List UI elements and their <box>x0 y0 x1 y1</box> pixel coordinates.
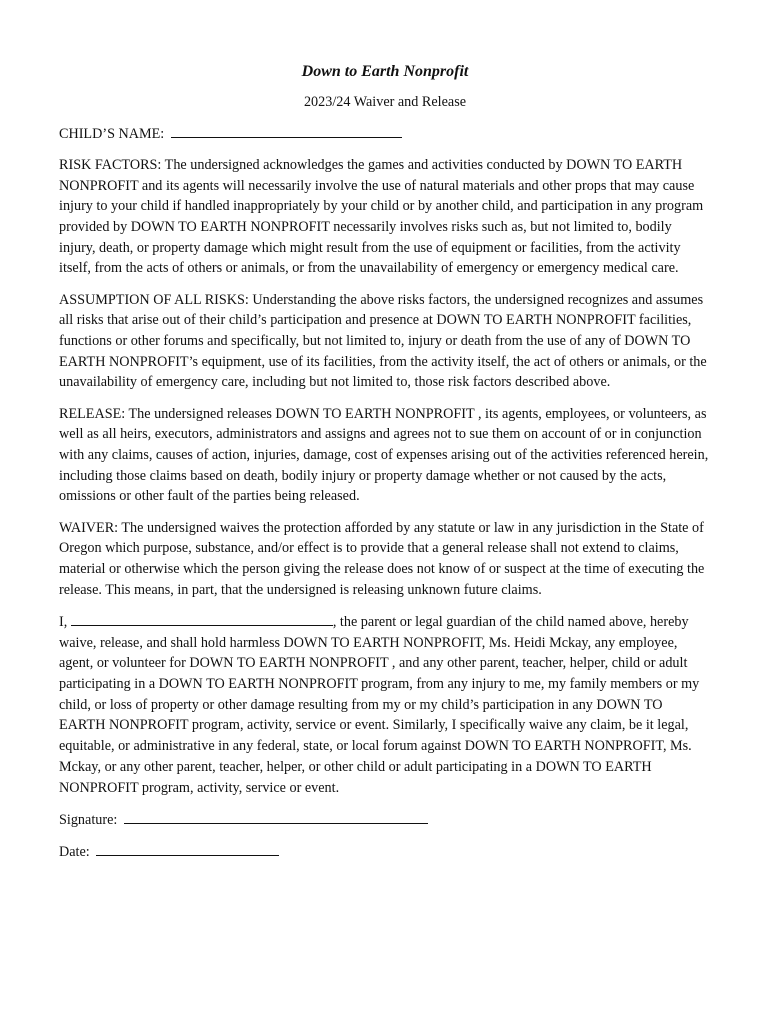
waiver-document <box>59 60 711 873</box>
release-paragraph: RELEASE: The undersigned releases DOWN TO EARTH NONPROFIT , its agents, employees, or volunteers, as well as all heirs, executors, administrators and assigns and agrees not to sue them on account of or in conjunction with any claims, causes of action, injuries, damage, cost of expenses arising out of the activities referenced herein, including those claims based on death, bodily injury or property damage whether or not caused by the acts, omissions or other fault of the parties being released. <box>59 405 709 505</box>
signature-blank[interactable] <box>124 809 428 824</box>
date-field <box>59 841 711 863</box>
signature-label: Signature: <box>59 811 118 828</box>
declaration-prefix: I, <box>59 613 68 630</box>
child-name-field <box>59 123 711 145</box>
document-title: Down to Earth Nonprofit <box>301 63 469 80</box>
waiver-paragraph: WAIVER: The undersigned waives the protection afforded by any statute or law in any jurisdiction in the State of Oregon which purpose, substance, and/or effect is to provide that a general release shall not extend to claims, material or otherwise which the person giving the release does not know of or suspect at the time of executing the release. This means, in part, that the undersigned is releasing unknown future claims. <box>59 519 705 598</box>
guardian-name-blank[interactable] <box>71 611 333 626</box>
declaration-paragraph <box>59 611 711 798</box>
child-name-label: CHILD’S NAME: <box>59 125 165 142</box>
document-subtitle: 2023/24 Waiver and Release <box>303 94 467 110</box>
date-label: Date: <box>59 844 90 860</box>
assumption-of-risks-paragraph: ASSUMPTION OF ALL RISKS: Understanding the above risks factors, the undersigned recognizes and assumes all risks that arise out of their child’s participation and presence at DOWN TO EARTH NONPROFIT facilities, functions or other forums and specifically, but not limited to, injury or death from the use of any of DOWN TO EARTH NONPROFIT’s equipment, use of its facilities, from the activity itself, the act of others or animals, or the unavailability of emergency care, including but not limited to, those risk factors described above. <box>59 291 707 391</box>
declaration-body: , the parent or legal guardian of the child named above, hereby waive, release, and shall hold harmless DOWN TO EARTH NONPROFIT, Ms. Heidi Mckay, any employee, agent, or volunteer for DOWN TO EARTH NONPROFIT , and any other parent, teacher, helper, child or adult participating in a DOWN TO EARTH NONPROFIT program, from any injury to me, my family members or my child, or loss of property or other damage resulting from my or my child’s participation in any DOWN TO EARTH NONPROFIT program, activity, service or event. Similarly, I specifically waive any claim, be it legal, equitable, or administrative in any federal, state, or local forum against DOWN TO EARTH NONPROFIT, Ms. Mckay, or any other parent, teacher, helper, or other child or adult participating in a DOWN TO EARTH NONPROFIT program, activity, service or event. <box>59 613 700 796</box>
date-blank[interactable] <box>96 841 279 856</box>
risk-factors-paragraph: RISK FACTORS: The undersigned acknowledges the games and activities conducted by DOWN TO EARTH NONPROFIT and its agents will necessarily involve the use of natural materials and other props that may cause injury to your child if handled inappropriately by your child or by another child, and participation in any program provided by DOWN TO EARTH NONPROFIT necessarily involves risks such as, but not limited to, bodily injury, death, or property damage which might result from the use of equipment or facilities, from the activity itself, from the acts of others or animals, or from the unavailability of emergency or emergency medical care. <box>59 156 704 277</box>
child-name-blank[interactable] <box>171 123 402 138</box>
signature-field <box>59 809 711 831</box>
